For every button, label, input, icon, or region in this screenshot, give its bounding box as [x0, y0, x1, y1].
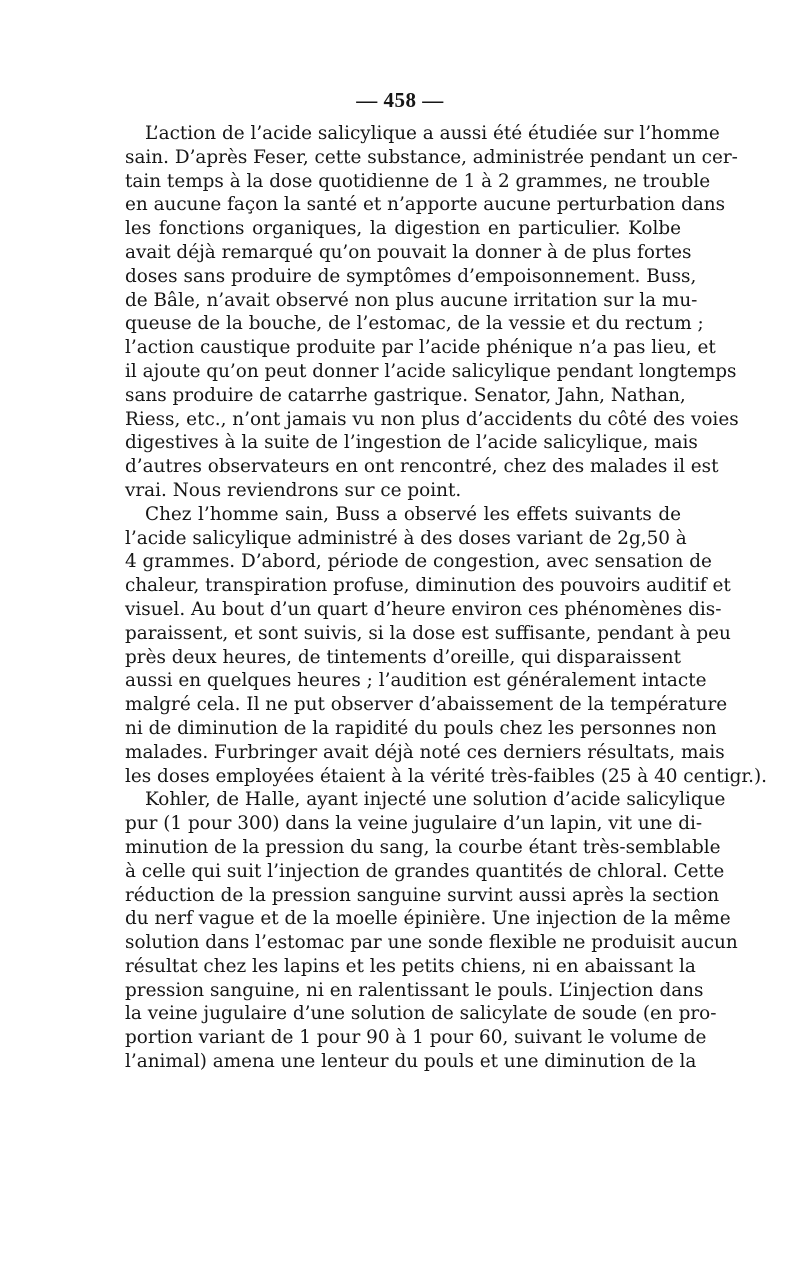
text-line: l’animal) amena une lenteur du pouls et une diminution de la	[125, 1051, 697, 1073]
text-line: Kohler, de Halle, ayant injecté une solution d’acide salicylique	[145, 789, 726, 811]
text-line: de Bâle, n’avait observé non plus aucune irritation sur la mu-	[125, 289, 698, 311]
text-line: L’action de l’acide salicylique a aussi été étudiée sur l’homme	[145, 123, 720, 144]
text-line: malades. Furbringer avait déjà noté ces derniers résultats, mais	[125, 741, 725, 763]
text-line: minution de la pression du sang, la courbe étant très-semblable	[125, 836, 721, 858]
page-number: — 458 —	[356, 88, 444, 112]
text-line: les fonctions organiques, la digestion en particulier. Kolbe	[125, 218, 681, 240]
text-line: chaleur, transpiration profuse, diminution des pouvoirs auditif et	[125, 575, 731, 597]
text-line: l’action caustique produite par l’acide phénique n’a pas lieu, et	[125, 337, 716, 359]
text-line: portion variant de 1 pour 90 à 1 pour 60, suivant le volume de	[125, 1027, 707, 1049]
text-line: vrai. Nous reviendrons sur ce point.	[125, 479, 462, 501]
text-line: à celle qui suit l’injection de grandes quantités de chloral. Cette	[125, 860, 725, 882]
text-line: d’autres observateurs en ont rencontré, chez des malades il est	[125, 456, 719, 478]
text-line: paraissent, et sont suivis, si la dose est suffisante, pendant à peu	[125, 622, 731, 644]
text-line: pression sanguine, ni en ralentissant le pouls. L’injection dans	[125, 979, 704, 1001]
text-line: doses sans produire de symptômes d’empoisonnement. Buss,	[125, 265, 697, 287]
text-line: Riess, etc., n’ont jamais vu non plus d’accidents du côté des voies	[125, 408, 739, 430]
text-line: tain temps à la dose quotidienne de 1 à 2 grammes, ne trouble	[125, 170, 711, 192]
text-line: avait déjà remarqué qu’on pouvait la donner à de plus fortes	[125, 241, 692, 263]
text-line: malgré cela. Il ne put observer d’abaissement de la température	[125, 694, 728, 716]
text-line: visuel. Au bout d’un quart d’heure environ ces phénomènes dis-	[125, 598, 722, 620]
text-line: la veine jugulaire d’une solution de salicylate de soude (en pro-	[125, 1003, 717, 1025]
text-line: sans produire de catarrhe gastrique. Senator, Jahn, Nathan,	[125, 384, 686, 406]
body-text	[125, 122, 768, 1074]
text-line: queuse de la bouche, de l’estomac, de la vessie et du rectum ;	[125, 313, 704, 335]
text-line: Chez l’homme sain, Buss a observé les effets suivants de	[145, 503, 681, 525]
text-line: 4 grammes. D’abord, période de congestion, avec sensation de	[125, 551, 712, 573]
text-line: digestives à la suite de l’ingestion de l’acide salicylique, mais	[125, 432, 698, 454]
text-line: du nerf vague et de la moelle épinière. Une injection de la même	[125, 908, 731, 930]
text-line: pur (1 pour 300) dans la veine jugulaire d’un lapin, vit une di-	[125, 813, 703, 835]
text-line: résultat chez les lapins et les petits chiens, ni en abaissant la	[125, 955, 696, 977]
text-line: aussi en quelques heures ; l’audition est généralement intacte	[125, 670, 707, 692]
text-line: les doses employées étaient à la vérité très-faibles (25 à 40 centigr.).	[125, 765, 768, 787]
text-line: près deux heures, de tintements d’oreille, qui disparaissent	[125, 646, 681, 668]
text-line: réduction de la pression sanguine survint aussi après la section	[125, 884, 720, 906]
text-line: solution dans l’estomac par une sonde flexible ne produisit aucun	[125, 932, 738, 954]
text-line: il ajoute qu’on peut donner l’acide salicylique pendant longtemps	[125, 360, 737, 382]
text-line: en aucune façon la santé et n’apporte aucune perturbation dans	[125, 194, 726, 216]
text-line: l’acide salicylique administré à des doses variant de 2g,50 à	[125, 527, 687, 549]
text-line: sain. D’après Feser, cette substance, administrée pendant un cer-	[125, 146, 738, 168]
text-line: ni de diminution de la rapidité du pouls chez les personnes non	[125, 717, 717, 739]
